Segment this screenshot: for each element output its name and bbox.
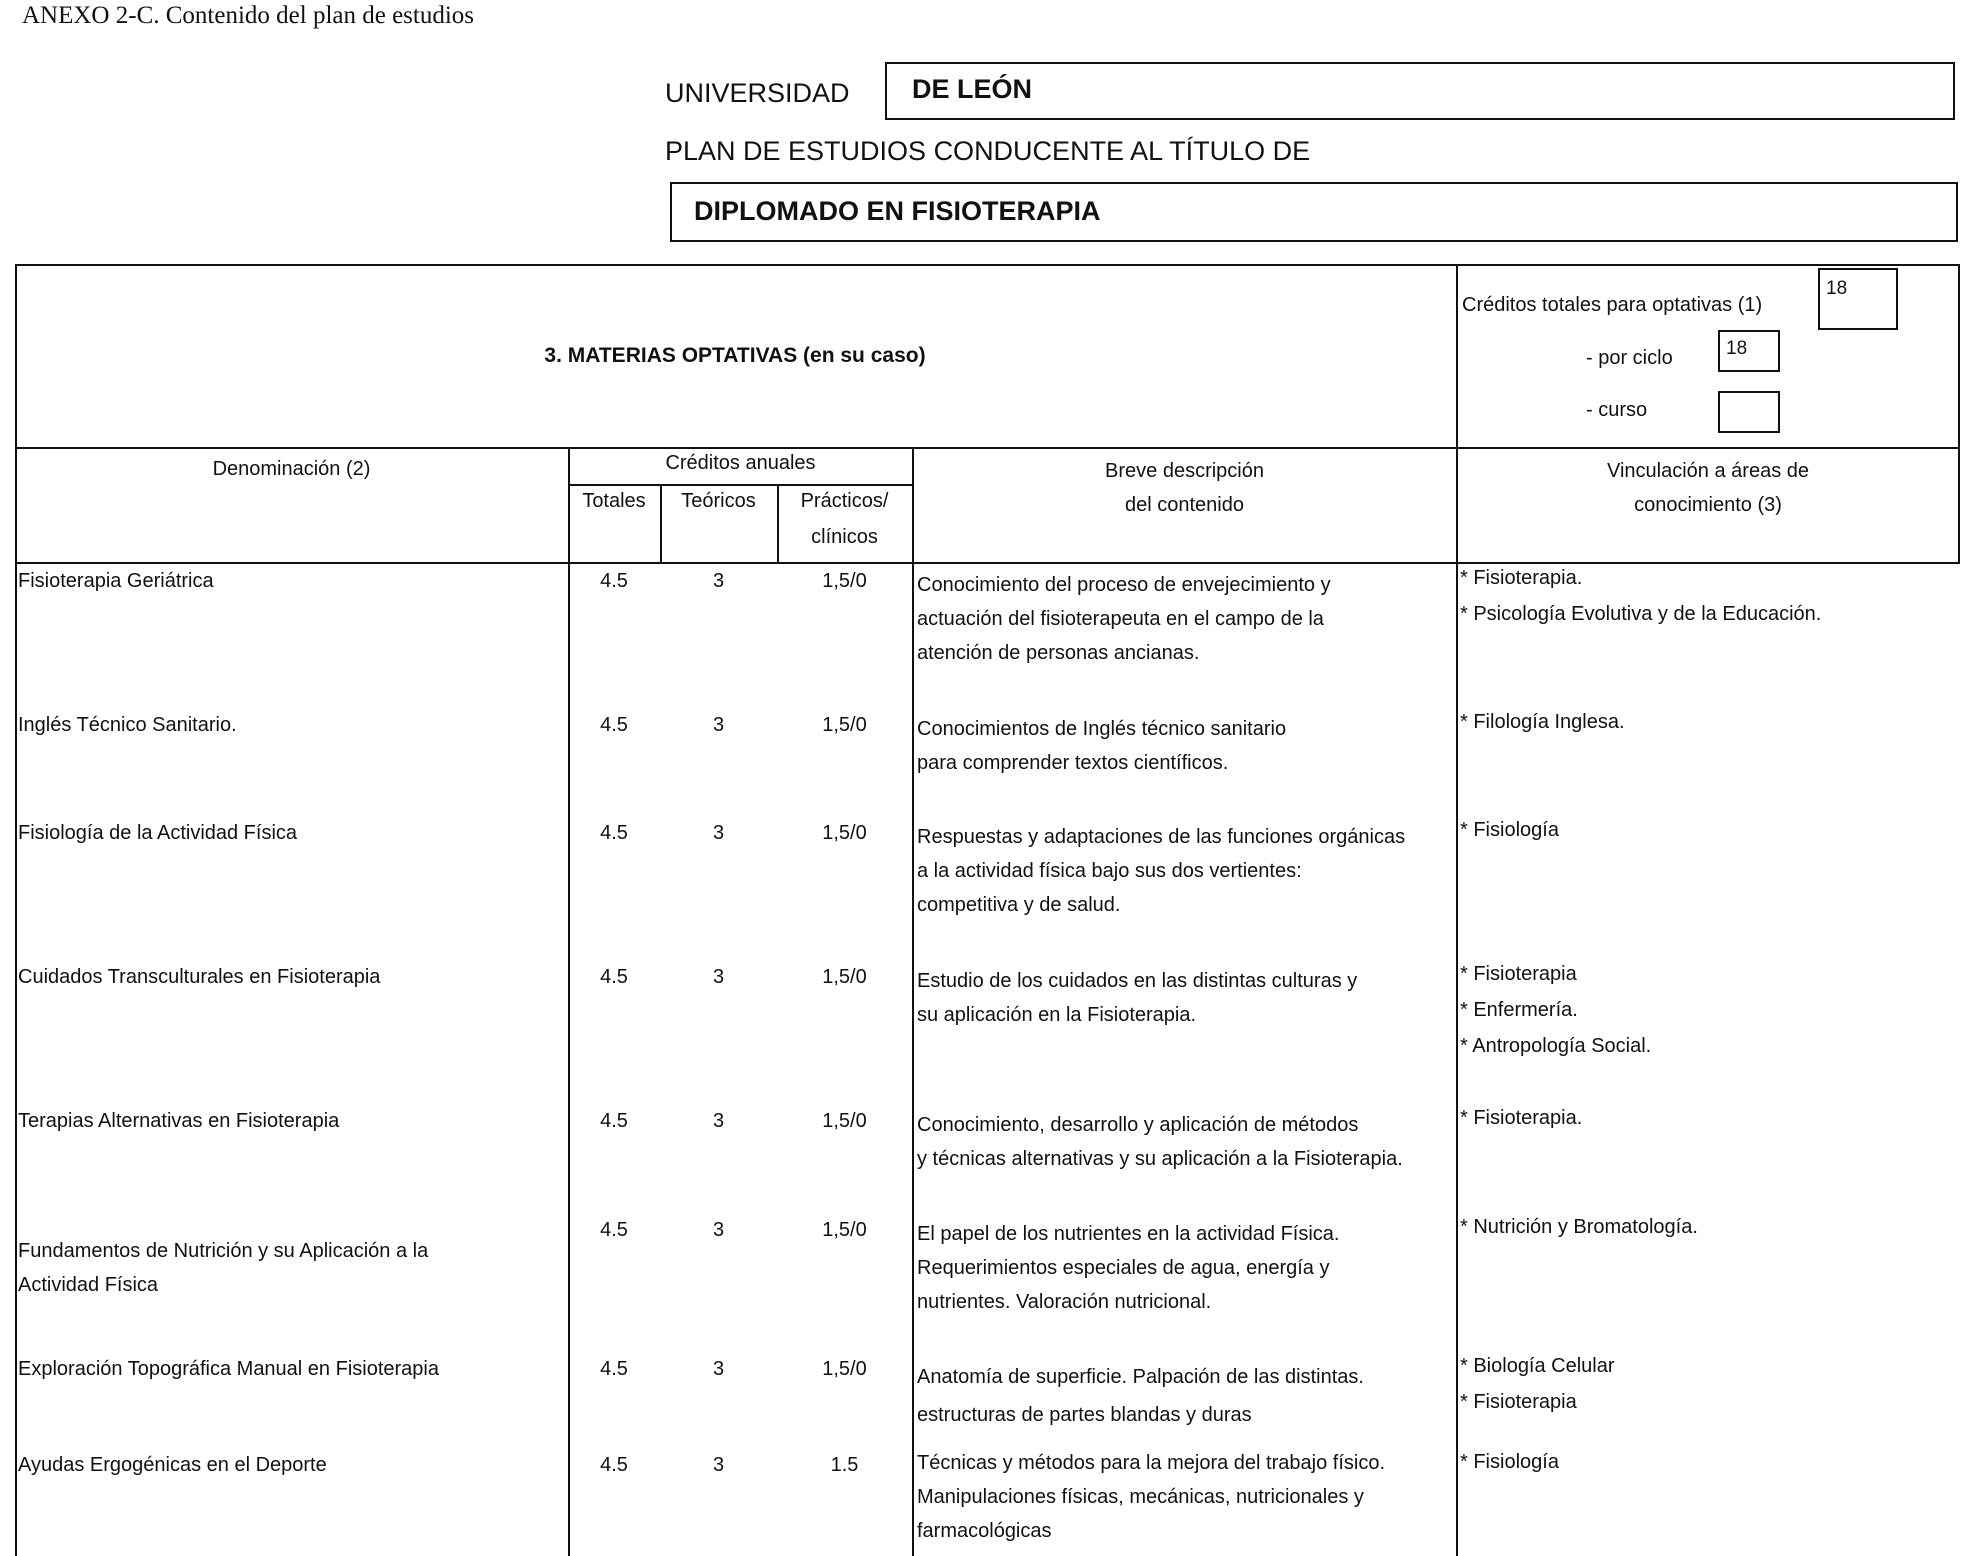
subject-name-line: Fisioterapia Geriátrica [18, 570, 214, 592]
col-header-teoricos: Teóricos [681, 490, 756, 512]
knowledge-areas [1460, 1348, 1955, 1420]
col-header-denominacion: Denominación (2) [212, 458, 371, 480]
description-line: para comprender textos científicos. [917, 752, 1229, 774]
description-line: a la actividad física bajo sus dos vertientes: [917, 860, 1302, 882]
credits-teoricos: 3 [712, 822, 725, 844]
description-line: farmacológicas [917, 1520, 1052, 1542]
subject-name [18, 1352, 439, 1386]
credits-totales: 4.5 [600, 714, 628, 736]
area-item: * Biología Celular [1460, 1355, 1615, 1377]
subject-name-line: Inglés Técnico Sanitario. [18, 714, 237, 736]
col-header-creditos: Créditos anuales [665, 452, 816, 474]
subject-name [18, 1104, 339, 1138]
credits-total-box: 18 [1818, 268, 1898, 330]
curso-box [1718, 391, 1780, 433]
credits-practicos: 1,5/0 [822, 570, 867, 592]
area-item: * Psicología Evolutiva y de la Educación. [1460, 603, 1822, 625]
subject-name-line: Exploración Topográfica Manual en Fisioterapia [18, 1358, 439, 1380]
curso-label: - curso [1586, 399, 1648, 421]
col-header-practicos: Prácticos/ [800, 490, 889, 512]
table-right-border [1958, 264, 1960, 564]
por-ciclo-box: 18 [1718, 330, 1780, 372]
knowledge-areas [1460, 1444, 1955, 1480]
degree-title: DIPLOMADO EN FISIOTERAPIA [670, 182, 1958, 242]
description-line: Estudio de los cuidados en las distintas culturas y [917, 970, 1358, 992]
description-line: Técnicas y métodos para la mejora del trabajo físico. [917, 1452, 1385, 1474]
subject-name [18, 960, 380, 994]
knowledge-areas [1460, 704, 1955, 740]
credits-practicos: 1,5/0 [822, 1358, 867, 1380]
description-line: Conocimiento del proceso de envejecimiento y [917, 574, 1331, 596]
credits-practicos: 1,5/0 [822, 1110, 867, 1132]
credits-total-label: Créditos totales para optativas (1) [1462, 294, 1763, 316]
credits-totales: 4.5 [600, 570, 628, 592]
credits-teoricos: 3 [712, 714, 725, 736]
description-line: actuación del fisioterapeuta en el campo de la [917, 608, 1324, 630]
section-title: 3. MATERIAS OPTATIVAS (en su caso) [544, 344, 926, 367]
subject-description [917, 1217, 1462, 1319]
col-header-clinicos: clínicos [811, 526, 878, 548]
credits-practicos: 1,5/0 [822, 822, 867, 844]
knowledge-areas [1460, 1209, 1955, 1245]
credits-teoricos: 3 [712, 1358, 725, 1380]
credits-totales: 4.5 [600, 1219, 628, 1241]
credits-totales: 4.5 [600, 1454, 628, 1476]
credits-practicos: 1,5/0 [822, 966, 867, 988]
credits-teoricos: 3 [712, 1219, 725, 1241]
subject-description [917, 568, 1462, 670]
subject-name-line: Cuidados Transculturales en Fisioterapia [18, 966, 381, 988]
area-item: * Fisioterapia. [1460, 567, 1583, 589]
subject-name [18, 816, 297, 850]
credits-practicos: 1.5 [830, 1454, 859, 1476]
credits-practicos: 1,5/0 [822, 714, 867, 736]
subject-name [18, 564, 214, 598]
credits-teoricos: 3 [712, 570, 725, 592]
knowledge-areas [1460, 560, 1955, 632]
subject-description [917, 1446, 1462, 1548]
description-line: competitiva y de salud. [917, 894, 1121, 916]
area-item: * Fisioterapia. [1460, 1107, 1583, 1129]
knowledge-areas [1460, 812, 1955, 848]
credits-practicos: 1,5/0 [822, 1219, 867, 1241]
description-line: atención de personas ancianas. [917, 642, 1200, 664]
credits-totales: 4.5 [600, 1110, 628, 1132]
col-header-vinculacion: Vinculación a áreas de [1607, 460, 1809, 482]
col-divider-desc [912, 447, 914, 1556]
description-line: Manipulaciones físicas, mecánicas, nutricionales y [917, 1486, 1364, 1508]
creditos-subheader-line [568, 484, 913, 486]
subject-description [917, 1358, 1462, 1434]
subject-name-line: Ayudas Ergogénicas en el Deporte [18, 1454, 327, 1476]
area-item: * Fisiología [1460, 1451, 1559, 1473]
subject-description [917, 964, 1462, 1032]
area-item: * Fisioterapia [1460, 963, 1577, 985]
area-item: * Nutrición y Bromatología. [1460, 1216, 1698, 1238]
subject-name-line: Fisiología de la Actividad Física [18, 822, 298, 844]
credits-teoricos: 3 [712, 966, 725, 988]
description-line: su aplicación en la Fisioterapia. [917, 1004, 1197, 1026]
area-item: * Enfermería. [1460, 999, 1578, 1021]
subject-description [917, 712, 1462, 780]
subject-name-line: Actividad Física [18, 1274, 159, 1296]
table-top-border [15, 264, 1960, 266]
knowledge-areas [1460, 1100, 1955, 1136]
credits-totales: 4.5 [600, 822, 628, 844]
university-label: UNIVERSIDAD [665, 78, 850, 108]
description-line: y técnicas alternativas y su aplicación a la Fisioterapia. [917, 1148, 1403, 1170]
subject-name [18, 1234, 428, 1302]
subject-name-line: Terapias Alternativas en Fisioterapia [18, 1110, 340, 1132]
col-header-totales: Totales [582, 490, 646, 512]
area-item: * Antropología Social. [1460, 1035, 1652, 1057]
credits-teoricos: 3 [712, 1454, 725, 1476]
plan-label: PLAN DE ESTUDIOS CONDUCENTE AL TÍTULO DE [665, 136, 1311, 166]
area-item: * Fisioterapia [1460, 1391, 1577, 1413]
por-ciclo-label: - por ciclo [1586, 347, 1673, 369]
credits-totales: 4.5 [600, 966, 628, 988]
description-line: Conocimientos de Inglés técnico sanitario [917, 718, 1287, 740]
col-header-vinculacion-2: conocimiento (3) [1634, 494, 1782, 516]
credits-totales: 4.5 [600, 1358, 628, 1380]
subject-name [18, 708, 237, 742]
description-line: estructuras de partes blandas y duras [917, 1404, 1252, 1426]
subject-description [917, 1108, 1462, 1176]
area-item: * Filología Inglesa. [1460, 711, 1625, 733]
description-line: nutrientes. Valoración nutricional. [917, 1291, 1212, 1313]
description-line: Conocimiento, desarrollo y aplicación de métodos [917, 1114, 1359, 1136]
col-header-desc: Breve descripción [1105, 460, 1264, 482]
header-separator [15, 447, 1960, 449]
subject-name-line: Fundamentos de Nutrición y su Aplicación a la [18, 1240, 429, 1262]
subject-name [18, 1448, 327, 1482]
col-header-desc-2: del contenido [1125, 494, 1244, 516]
annex-title: ANEXO 2-C. Contenido del plan de estudios [22, 2, 475, 29]
description-line: Respuestas y adaptaciones de las funciones orgánicas [917, 826, 1406, 848]
university-value: DE LEÓN [885, 62, 1955, 120]
knowledge-areas [1460, 956, 1955, 1064]
subject-description [917, 820, 1462, 922]
description-line: Requerimientos especiales de agua, energía y [917, 1257, 1330, 1279]
col-divider-totales [568, 447, 570, 1556]
description-line: El papel de los nutrientes en la actividad Física. [917, 1223, 1340, 1245]
description-line: Anatomía de superficie. Palpación de las distintas. [917, 1366, 1364, 1388]
area-item: * Fisiología [1460, 819, 1559, 841]
credits-teoricos: 3 [712, 1110, 725, 1132]
